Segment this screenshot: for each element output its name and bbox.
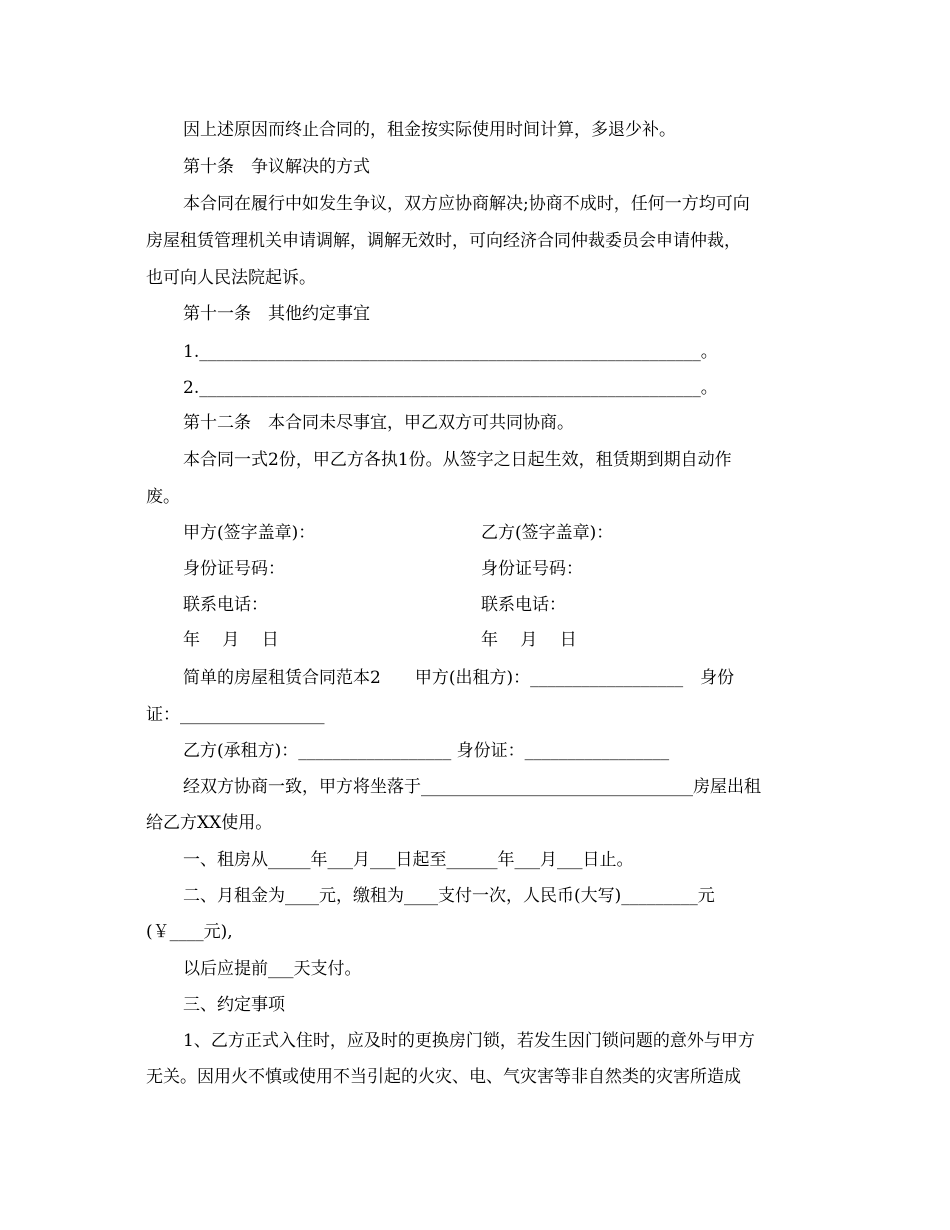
signature-date-a: 年 月 日 <box>183 630 279 650</box>
blank-item-1: 1.___________________________________________________________。 <box>183 342 718 362</box>
paragraph-line: 以后应提前___天支付。 <box>183 959 362 979</box>
paragraph-line: 经双方协商一致，甲方将坐落于________________________________房屋出租 <box>183 777 761 797</box>
paragraph-line: 乙方(承租方)：__________________ 身份证：_________________ <box>183 741 670 761</box>
paragraph-line: 给乙方XX使用。 <box>146 813 273 833</box>
paragraph-line: 一、租房从_____年___月___日起至______年___月___日止。 <box>183 850 634 870</box>
signature-party-a: 甲方(签字盖章)： <box>183 523 316 543</box>
article-12-heading: 第十二条 本合同未尽事宜，甲乙双方可共同协商。 <box>183 413 574 433</box>
paragraph-line: 房屋租赁管理机关申请调解，调解无效时，可向经济合同仲裁委员会申请仲裁， <box>146 231 741 251</box>
template-2-heading: 简单的房屋租赁合同范本2 甲方(出租方)：__________________ 身份 <box>183 668 735 688</box>
section-3-heading: 三、约定事项 <box>183 995 285 1015</box>
paragraph-line: 二、月租金为____元，缴租为____支付一次，人民币(大写)_________元 <box>183 886 715 906</box>
paragraph-line: 也可向人民法院起诉。 <box>146 268 316 288</box>
article-11-heading: 第十一条 其他约定事宜 <box>183 304 370 324</box>
paragraph-line: 因上述原因而终止合同的，租金按实际使用时间计算，多退少补。 <box>183 120 676 140</box>
paragraph-line: 无关。因用火不慎或使用不当引起的火灾、电、气灾害等非自然类的灾害所造成 <box>146 1067 741 1087</box>
signature-phone-b: 联系电话： <box>481 595 566 615</box>
signature-party-b: 乙方(签字盖章)： <box>481 523 614 543</box>
paragraph-line: 1、乙方正式入住时，应及时的更换房门锁，若发生因门锁问题的意外与甲方 <box>183 1031 755 1051</box>
signature-date-b: 年 月 日 <box>481 630 577 650</box>
paragraph-line: 本合同在履行中如发生争议，双方应协商解决;协商不成时，任何一方均可向 <box>183 194 750 214</box>
blank-item-2: 2.___________________________________________________________。 <box>183 378 718 398</box>
paragraph-line: (￥____元), <box>146 922 233 942</box>
paragraph-line: 废。 <box>146 487 180 507</box>
paragraph-line: 证：_________________ <box>146 705 325 725</box>
article-10-heading: 第十条 争议解决的方式 <box>183 157 370 177</box>
signature-id-b: 身份证号码： <box>481 559 583 579</box>
signature-id-a: 身份证号码： <box>183 559 285 579</box>
paragraph-line: 本合同一式2份，甲乙方各执1份。从签字之日起生效，租赁期到期自动作 <box>183 450 732 470</box>
signature-phone-a: 联系电话： <box>183 595 268 615</box>
